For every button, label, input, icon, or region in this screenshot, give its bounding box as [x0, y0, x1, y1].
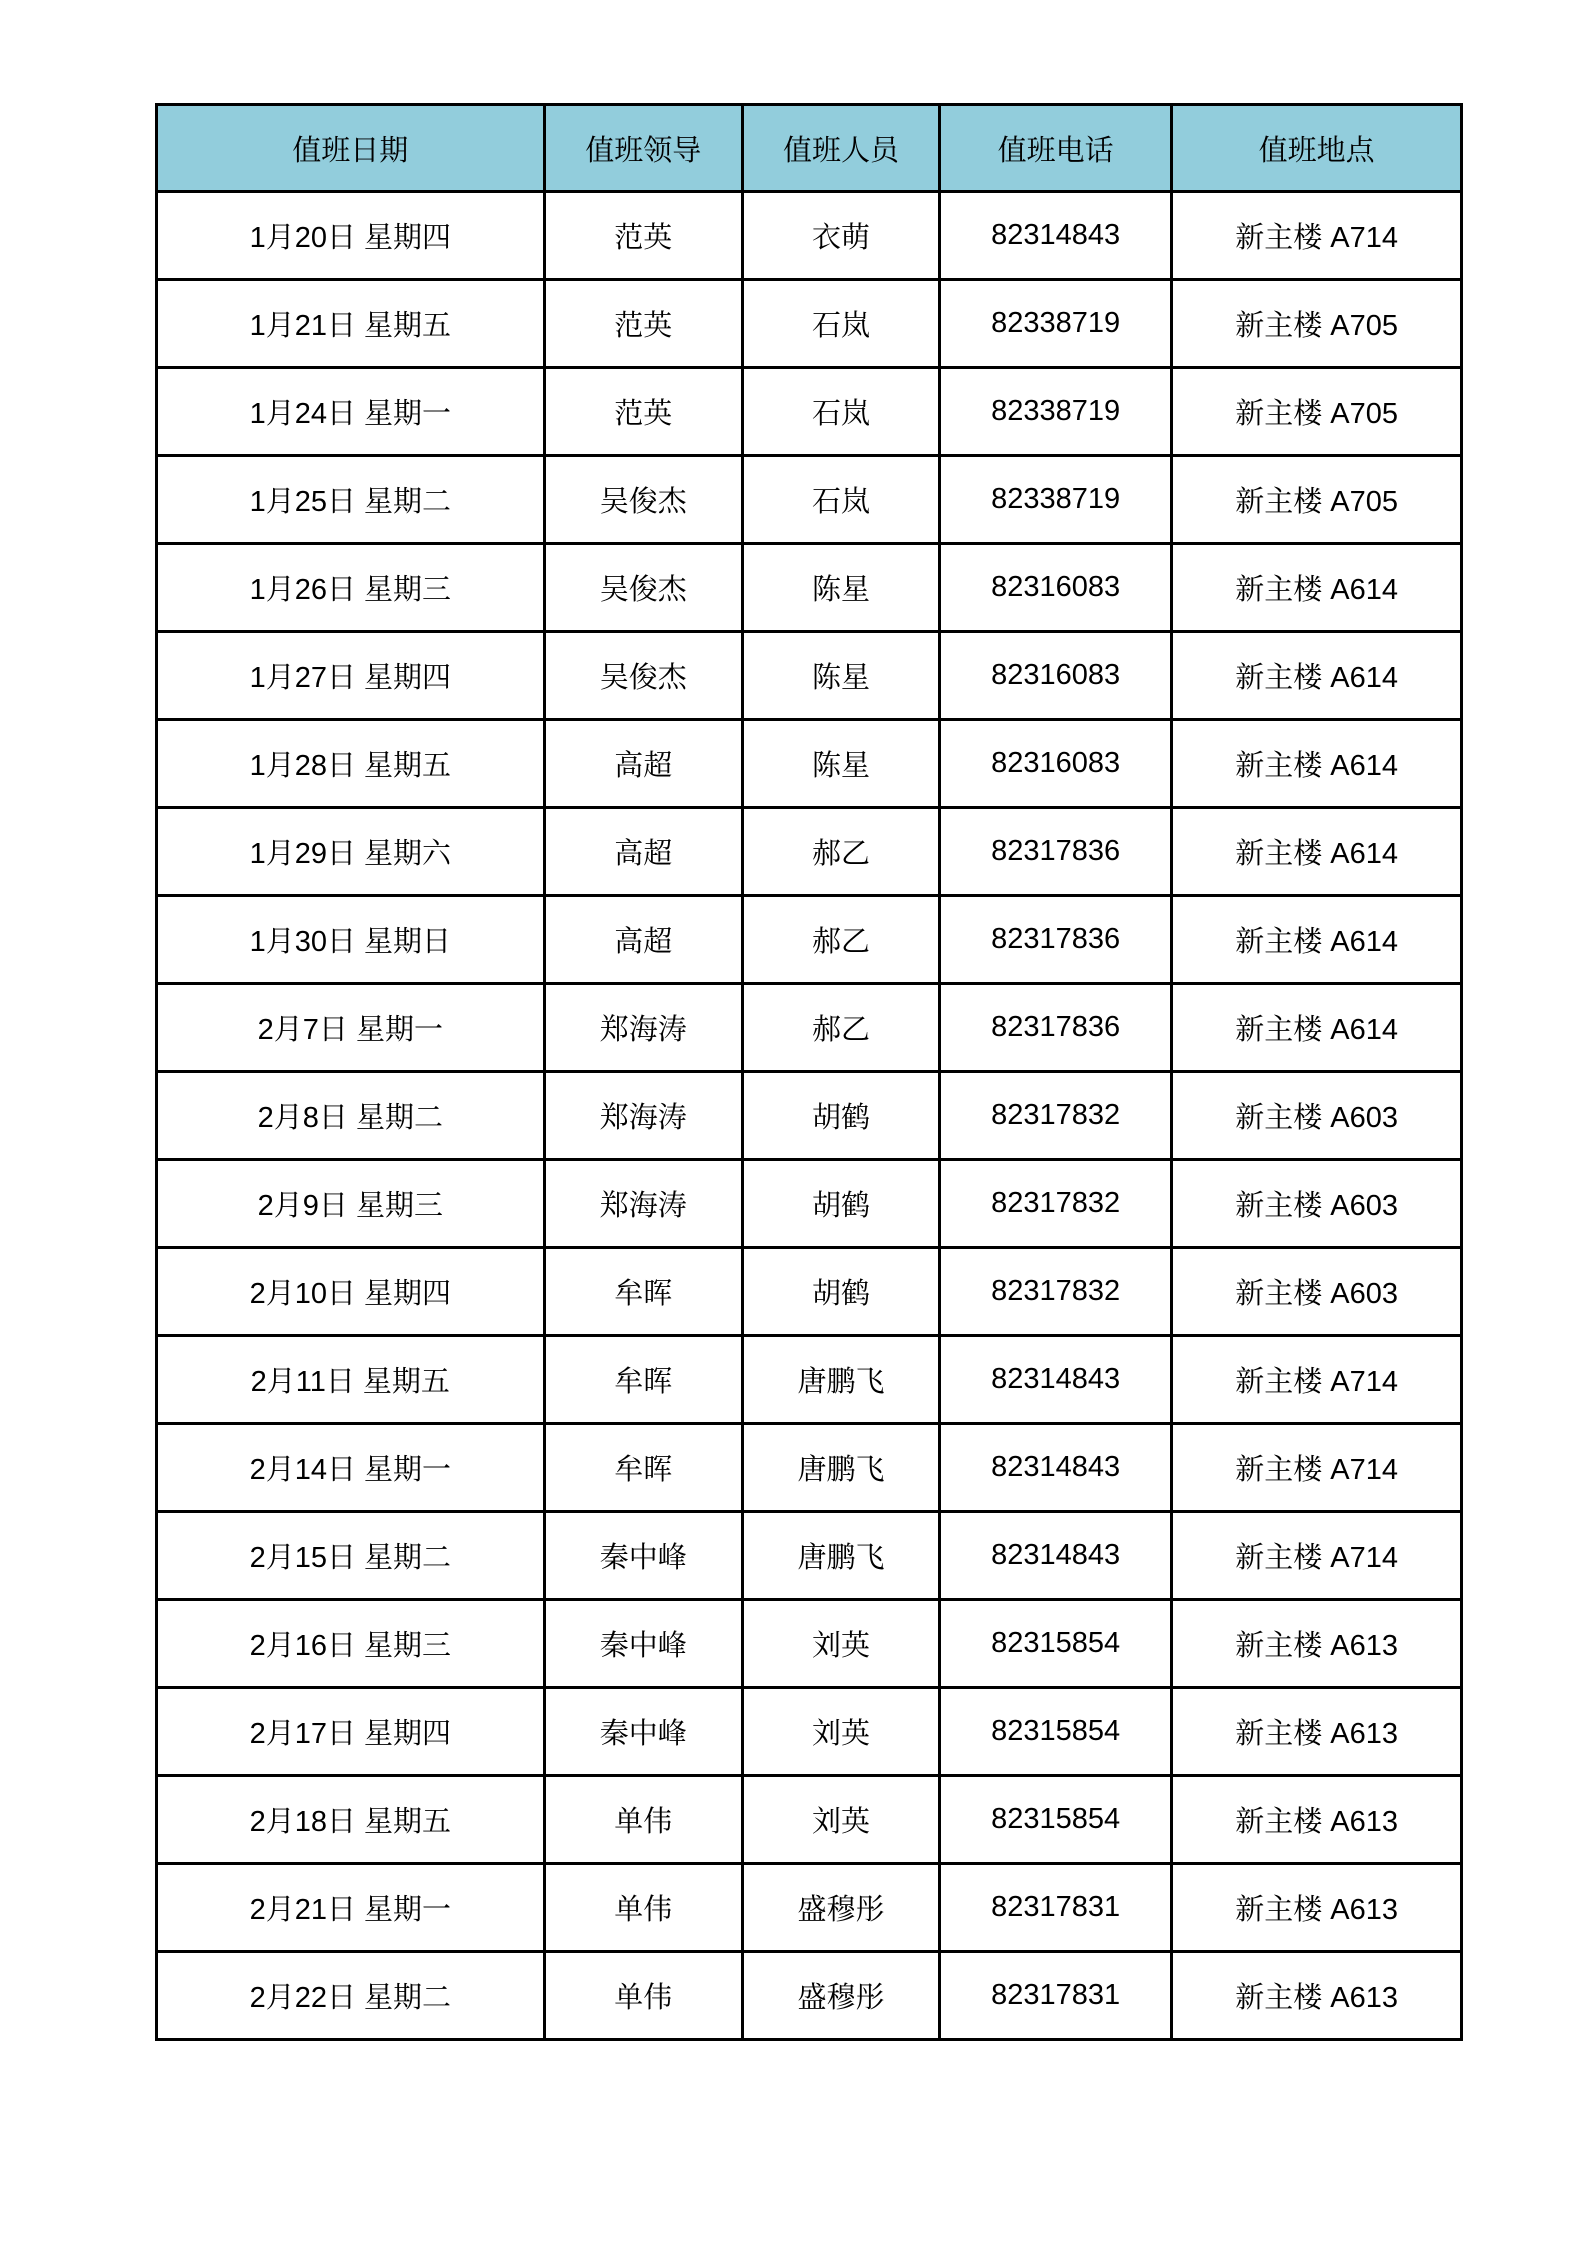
cell-location: 新主楼 A613 [1172, 1688, 1462, 1776]
table-row [157, 1160, 1462, 1248]
cell-location: 新主楼 A603 [1172, 1160, 1462, 1248]
header-duty-leader: 值班领导 [544, 105, 742, 192]
cell-leader: 单伟 [544, 1952, 742, 2040]
cell-person: 唐鹏飞 [742, 1336, 939, 1424]
header-duty-phone: 值班电话 [939, 105, 1171, 192]
cell-date: 2月8日 星期二 [157, 1072, 545, 1160]
table-row [157, 1424, 1462, 1512]
cell-phone: 82317832 [939, 1072, 1171, 1160]
cell-location: 新主楼 A705 [1172, 456, 1462, 544]
table-row [157, 632, 1462, 720]
cell-location: 新主楼 A613 [1172, 1776, 1462, 1864]
cell-date: 2月9日 星期三 [157, 1160, 545, 1248]
table-row [157, 192, 1462, 280]
cell-date: 1月20日 星期四 [157, 192, 545, 280]
cell-date: 1月21日 星期五 [157, 280, 545, 368]
table-row [157, 1072, 1462, 1160]
cell-person: 唐鹏飞 [742, 1512, 939, 1600]
cell-person: 刘英 [742, 1600, 939, 1688]
cell-leader: 秦中峰 [544, 1688, 742, 1776]
table-row [157, 456, 1462, 544]
cell-leader: 牟晖 [544, 1336, 742, 1424]
cell-date: 2月22日 星期二 [157, 1952, 545, 2040]
cell-date: 1月28日 星期五 [157, 720, 545, 808]
cell-date: 2月10日 星期四 [157, 1248, 545, 1336]
cell-location: 新主楼 A705 [1172, 280, 1462, 368]
cell-location: 新主楼 A714 [1172, 1336, 1462, 1424]
cell-location: 新主楼 A705 [1172, 368, 1462, 456]
table-row [157, 1512, 1462, 1600]
table-header-row [157, 105, 1462, 192]
cell-location: 新主楼 A603 [1172, 1072, 1462, 1160]
cell-leader: 高超 [544, 808, 742, 896]
cell-person: 刘英 [742, 1688, 939, 1776]
table-row [157, 896, 1462, 984]
cell-person: 胡鹤 [742, 1160, 939, 1248]
cell-leader: 高超 [544, 896, 742, 984]
cell-person: 陈星 [742, 632, 939, 720]
cell-phone: 82315854 [939, 1776, 1171, 1864]
cell-person: 盛穆彤 [742, 1864, 939, 1952]
cell-person: 石岚 [742, 368, 939, 456]
cell-phone: 82315854 [939, 1688, 1171, 1776]
cell-leader: 范英 [544, 368, 742, 456]
cell-person: 胡鹤 [742, 1248, 939, 1336]
cell-location: 新主楼 A613 [1172, 1600, 1462, 1688]
cell-phone: 82317836 [939, 984, 1171, 1072]
cell-date: 1月25日 星期二 [157, 456, 545, 544]
cell-person: 石岚 [742, 456, 939, 544]
cell-person: 郝乙 [742, 984, 939, 1072]
cell-leader: 牟晖 [544, 1248, 742, 1336]
cell-location: 新主楼 A614 [1172, 544, 1462, 632]
cell-date: 1月29日 星期六 [157, 808, 545, 896]
cell-date: 1月30日 星期日 [157, 896, 545, 984]
header-duty-person: 值班人员 [742, 105, 939, 192]
cell-date: 1月27日 星期四 [157, 632, 545, 720]
cell-location: 新主楼 A613 [1172, 1864, 1462, 1952]
cell-phone: 82314843 [939, 192, 1171, 280]
cell-location: 新主楼 A614 [1172, 896, 1462, 984]
cell-date: 2月17日 星期四 [157, 1688, 545, 1776]
table-body [157, 192, 1462, 2040]
table-row [157, 720, 1462, 808]
cell-person: 郝乙 [742, 896, 939, 984]
cell-location: 新主楼 A614 [1172, 984, 1462, 1072]
table-row [157, 1688, 1462, 1776]
cell-person: 唐鹏飞 [742, 1424, 939, 1512]
cell-leader: 秦中峰 [544, 1512, 742, 1600]
cell-person: 胡鹤 [742, 1072, 939, 1160]
cell-date: 2月14日 星期一 [157, 1424, 545, 1512]
table-row [157, 1248, 1462, 1336]
cell-leader: 单伟 [544, 1776, 742, 1864]
cell-location: 新主楼 A714 [1172, 1424, 1462, 1512]
cell-phone: 82317836 [939, 808, 1171, 896]
header-duty-location: 值班地点 [1172, 105, 1462, 192]
table-row [157, 808, 1462, 896]
cell-phone: 82317832 [939, 1160, 1171, 1248]
cell-date: 2月7日 星期一 [157, 984, 545, 1072]
cell-location: 新主楼 A714 [1172, 192, 1462, 280]
cell-leader: 郑海涛 [544, 1160, 742, 1248]
table-row [157, 368, 1462, 456]
cell-location: 新主楼 A714 [1172, 1512, 1462, 1600]
cell-location: 新主楼 A614 [1172, 632, 1462, 720]
cell-leader: 范英 [544, 280, 742, 368]
table-row [157, 1600, 1462, 1688]
cell-phone: 82317836 [939, 896, 1171, 984]
cell-phone: 82317831 [939, 1952, 1171, 2040]
cell-leader: 吴俊杰 [544, 632, 742, 720]
cell-phone: 82314843 [939, 1424, 1171, 1512]
cell-date: 2月18日 星期五 [157, 1776, 545, 1864]
cell-person: 陈星 [742, 544, 939, 632]
cell-phone: 82317831 [939, 1864, 1171, 1952]
cell-date: 2月11日 星期五 [157, 1336, 545, 1424]
cell-phone: 82317832 [939, 1248, 1171, 1336]
cell-date: 2月15日 星期二 [157, 1512, 545, 1600]
cell-date: 2月21日 星期一 [157, 1864, 545, 1952]
cell-leader: 单伟 [544, 1864, 742, 1952]
cell-phone: 82338719 [939, 456, 1171, 544]
cell-leader: 吴俊杰 [544, 544, 742, 632]
cell-date: 1月24日 星期一 [157, 368, 545, 456]
cell-leader: 郑海涛 [544, 984, 742, 1072]
cell-phone: 82314843 [939, 1336, 1171, 1424]
cell-location: 新主楼 A614 [1172, 720, 1462, 808]
cell-phone: 82316083 [939, 720, 1171, 808]
cell-leader: 秦中峰 [544, 1600, 742, 1688]
cell-location: 新主楼 A603 [1172, 1248, 1462, 1336]
table-row [157, 544, 1462, 632]
cell-date: 2月16日 星期三 [157, 1600, 545, 1688]
cell-date: 1月26日 星期三 [157, 544, 545, 632]
cell-leader: 郑海涛 [544, 1072, 742, 1160]
cell-phone: 82316083 [939, 632, 1171, 720]
cell-phone: 82315854 [939, 1600, 1171, 1688]
cell-leader: 吴俊杰 [544, 456, 742, 544]
cell-person: 刘英 [742, 1776, 939, 1864]
duty-schedule-table [155, 103, 1463, 2041]
table-row [157, 1336, 1462, 1424]
cell-person: 郝乙 [742, 808, 939, 896]
cell-leader: 高超 [544, 720, 742, 808]
cell-person: 盛穆彤 [742, 1952, 939, 2040]
cell-person: 衣萌 [742, 192, 939, 280]
table-row [157, 1864, 1462, 1952]
cell-person: 陈星 [742, 720, 939, 808]
table-row [157, 1776, 1462, 1864]
cell-phone: 82338719 [939, 368, 1171, 456]
table-row [157, 1952, 1462, 2040]
cell-person: 石岚 [742, 280, 939, 368]
cell-location: 新主楼 A614 [1172, 808, 1462, 896]
cell-leader: 牟晖 [544, 1424, 742, 1512]
cell-phone: 82338719 [939, 280, 1171, 368]
cell-phone: 82316083 [939, 544, 1171, 632]
cell-phone: 82314843 [939, 1512, 1171, 1600]
header-duty-date: 值班日期 [157, 105, 545, 192]
cell-leader: 范英 [544, 192, 742, 280]
table-row [157, 984, 1462, 1072]
table-row [157, 280, 1462, 368]
cell-location: 新主楼 A613 [1172, 1952, 1462, 2040]
